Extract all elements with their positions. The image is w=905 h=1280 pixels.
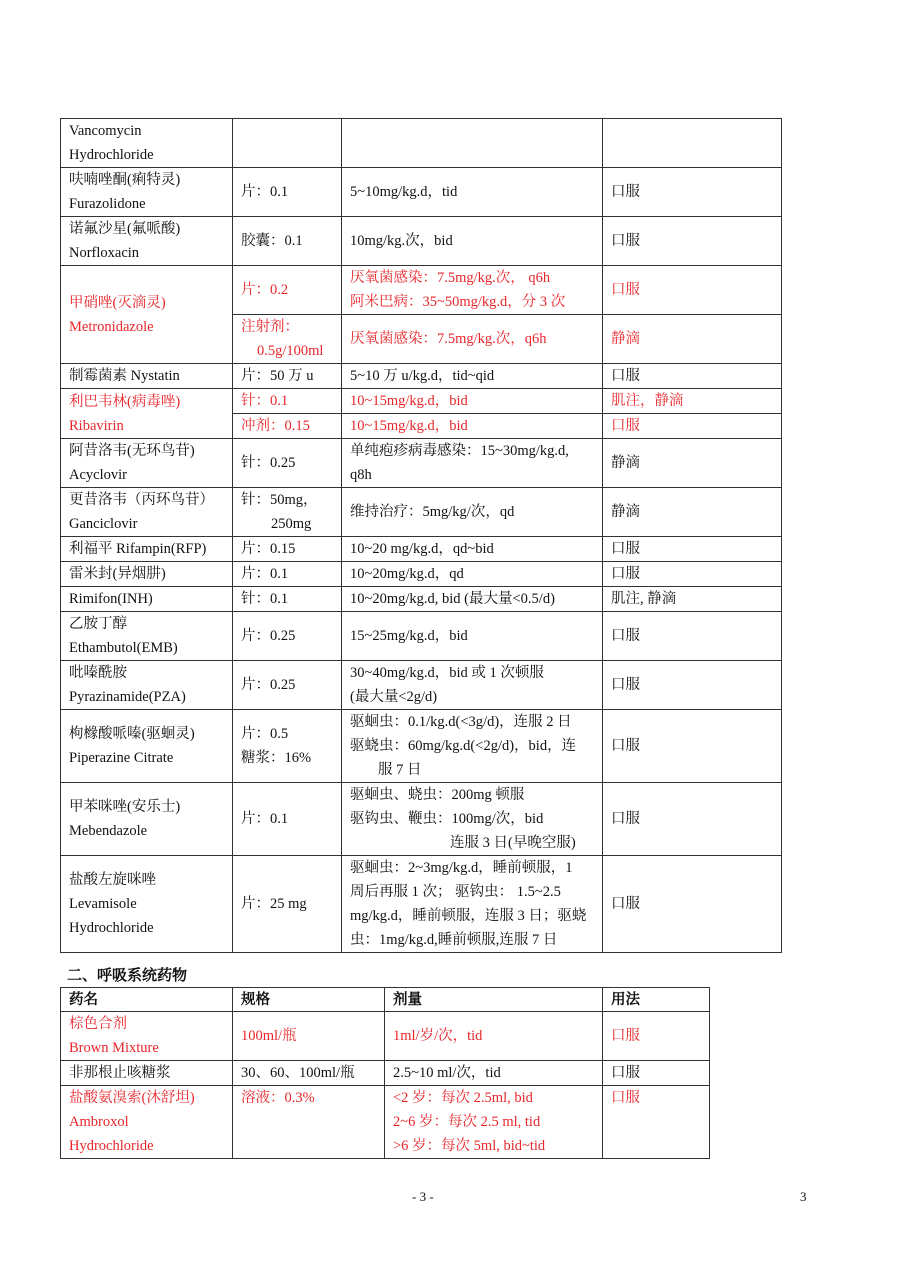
usage-cell: 口服 [603,414,782,439]
drug-name-cell: Rimifon(INH) [61,587,233,612]
dose-cell: 10mg/kg.次，bid [342,217,603,266]
spec-cell: 冲剂：0.15 [233,414,342,439]
drug-name-cell: 乙胺丁醇 Ethambutol(EMB) [61,612,233,661]
drug-name-cell: 更昔洛韦（丙环鸟苷） Ganciclovir [61,488,233,537]
drug-name-cell: 利巴韦林(病毒唑) Ribavirin [61,389,233,439]
drug-name-cell: 枸橼酸哌嗪(驱蛔灵) Piperazine Citrate [61,710,233,783]
usage-cell: 静滴 [603,439,782,488]
table-row [61,562,782,587]
spec-cell: 溶液：0.3% [233,1086,385,1159]
spec-cell: 片：0.1 [233,783,342,856]
drug-table [60,118,782,953]
drug-name-cell: 盐酸左旋咪唑 Levamisole Hydrochloride [61,856,233,953]
spec-cell: 针：50mg， 250mg [233,488,342,537]
spec-cell: 片：0.25 [233,612,342,661]
drug-name-cell: Vancomycin Hydrochloride [61,119,233,168]
dose-cell: 30~40mg/kg.d，bid 或 1 次顿服 (最大量<2g/d) [342,661,603,710]
spec-cell: 针：0.1 [233,389,342,414]
spec-cell: 片：50 万 u [233,364,342,389]
drug-name-cell: 制霉菌素 Nystatin [61,364,233,389]
dose-cell: <2 岁：每次 2.5ml, bid 2~6 岁：每次 2.5 ml, tid >6 岁：每次 5ml, bid~tid [385,1086,603,1159]
drug-name-cell: 雷米封(异烟肼) [61,562,233,587]
usage-cell: 口服 [603,537,782,562]
usage-cell: 口服 [603,168,782,217]
dose-cell: 维持治疗：5mg/kg/次，qd [342,488,603,537]
table-row [61,364,782,389]
dose-cell: 10~15mg/kg.d，bid [342,389,603,414]
page-footer-label: - 3 - [412,1189,434,1204]
respiratory-drug-table [60,987,710,1159]
table-row [61,217,782,266]
drug-name-cell: 利福平 Rifampin(RFP) [61,537,233,562]
usage-cell [603,119,782,168]
dose-cell: 10~20mg/kg.d，qd [342,562,603,587]
header-spec: 规格 [233,988,385,1012]
dose-cell: 1ml/岁/次，tid [385,1012,603,1061]
dose-cell: 厌氧菌感染：7.5mg/kg.次，q6h [342,315,603,364]
section-title: 二、呼吸系统药物 [67,968,188,984]
usage-cell: 静滴 [603,315,782,364]
dose-cell [342,119,603,168]
drug-name-cell: 盐酸氨溴索(沐舒坦) Ambroxol Hydrochloride [61,1086,233,1159]
usage-cell: 肌注，静滴 [603,389,782,414]
table-row [61,168,782,217]
table-row [61,612,782,661]
header-name: 药名 [61,988,233,1012]
usage-cell: 口服 [603,856,782,953]
header-dose: 剂量 [385,988,603,1012]
drug-name-cell: 棕色合剂 Brown Mixture [61,1012,233,1061]
table-row [61,783,782,856]
drug-name-cell: 诺氟沙星(氟哌酸) Norfloxacin [61,217,233,266]
spec-cell: 注射剂： 0.5g/100ml [233,315,342,364]
dose-cell: 驱蛔虫、蛲虫：200mg 顿服 驱钩虫、鞭虫：100mg/次，bid 连服 3 日(早晚空服) [342,783,603,856]
usage-cell: 口服 [603,562,782,587]
table-row [61,537,782,562]
drug-name-cell: 非那根止咳糖浆 [61,1061,233,1086]
spec-cell: 针：0.25 [233,439,342,488]
drug-name-cell: 阿昔洛韦(无环鸟苷) Acyclovir [61,439,233,488]
spec-cell: 30、60、100ml/瓶 [233,1061,385,1086]
spec-cell: 片：0.1 [233,168,342,217]
page-number: 3 [800,1189,807,1204]
table-row [61,266,782,315]
table-header-row [61,988,710,1012]
dose-cell: 驱蛔虫：0.1/kg.d(<3g/d)，连服 2 日 驱蛲虫：60mg/kg.d(<2g/d)，bid，连 服 7 日 [342,710,603,783]
table-row [61,439,782,488]
drug-name-cell: 呋喃唑酮(痢特灵) Furazolidone [61,168,233,217]
table-row [61,488,782,537]
dose-cell: 10~20 mg/kg.d，qd~bid [342,537,603,562]
header-usage: 用法 [603,988,710,1012]
table-row [61,1012,710,1061]
table-row [61,389,782,414]
usage-cell: 口服 [603,710,782,783]
dose-cell: 单纯疱疹病毒感染：15~30mg/kg.d, q8h [342,439,603,488]
dose-cell: 10~15mg/kg.d，bid [342,414,603,439]
usage-cell: 口服 [603,1061,710,1086]
spec-cell [233,119,342,168]
drug-name-cell: 甲苯咪唑(安乐士) Mebendazole [61,783,233,856]
spec-cell: 片：0.25 [233,661,342,710]
table-row [61,661,782,710]
drug-name-cell: 吡嗪酰胺 Pyrazinamide(PZA) [61,661,233,710]
dose-cell: 厌氧菌感染：7.5mg/kg.次， q6h 阿米巴病：35~50mg/kg.d，分 3 次 [342,266,603,315]
usage-cell: 口服 [603,266,782,315]
spec-cell: 针：0.1 [233,587,342,612]
usage-cell: 口服 [603,1012,710,1061]
dose-cell: 10~20mg/kg.d, bid (最大量<0.5/d) [342,587,603,612]
drug-name-cell: 甲硝唑(灭滴灵) Metronidazole [61,266,233,364]
dose-cell: 驱蛔虫：2~3mg/kg.d，睡前顿服，1 周后再服 1 次； 驱钩虫： 1.5~2.5 mg/kg.d，睡前顿服，连服 3 日；驱蛲 虫：1mg/kg.d,睡前顿服,连服 7 日 [342,856,603,953]
spec-cell: 100ml/瓶 [233,1012,385,1061]
usage-cell: 口服 [603,661,782,710]
dose-cell: 5~10mg/kg.d，tid [342,168,603,217]
spec-cell: 片：25 mg [233,856,342,953]
spec-cell: 胶囊：0.1 [233,217,342,266]
usage-cell: 肌注, 静滴 [603,587,782,612]
spec-cell: 片：0.2 [233,266,342,315]
dose-cell: 2.5~10 ml/次，tid [385,1061,603,1086]
table-row [61,856,782,953]
dose-cell: 5~10 万 u/kg.d，tid~qid [342,364,603,389]
table-row [61,119,782,168]
table-row [61,587,782,612]
table-row [61,710,782,783]
usage-cell: 口服 [603,364,782,389]
table-row [61,1086,710,1159]
table-row [61,1061,710,1086]
usage-cell: 口服 [603,783,782,856]
usage-cell: 口服 [603,1086,710,1159]
spec-cell: 片：0.1 [233,562,342,587]
dose-cell: 15~25mg/kg.d，bid [342,612,603,661]
usage-cell: 口服 [603,612,782,661]
usage-cell: 静滴 [603,488,782,537]
usage-cell: 口服 [603,217,782,266]
spec-cell: 片：0.5 糖浆：16% [233,710,342,783]
spec-cell: 片：0.15 [233,537,342,562]
